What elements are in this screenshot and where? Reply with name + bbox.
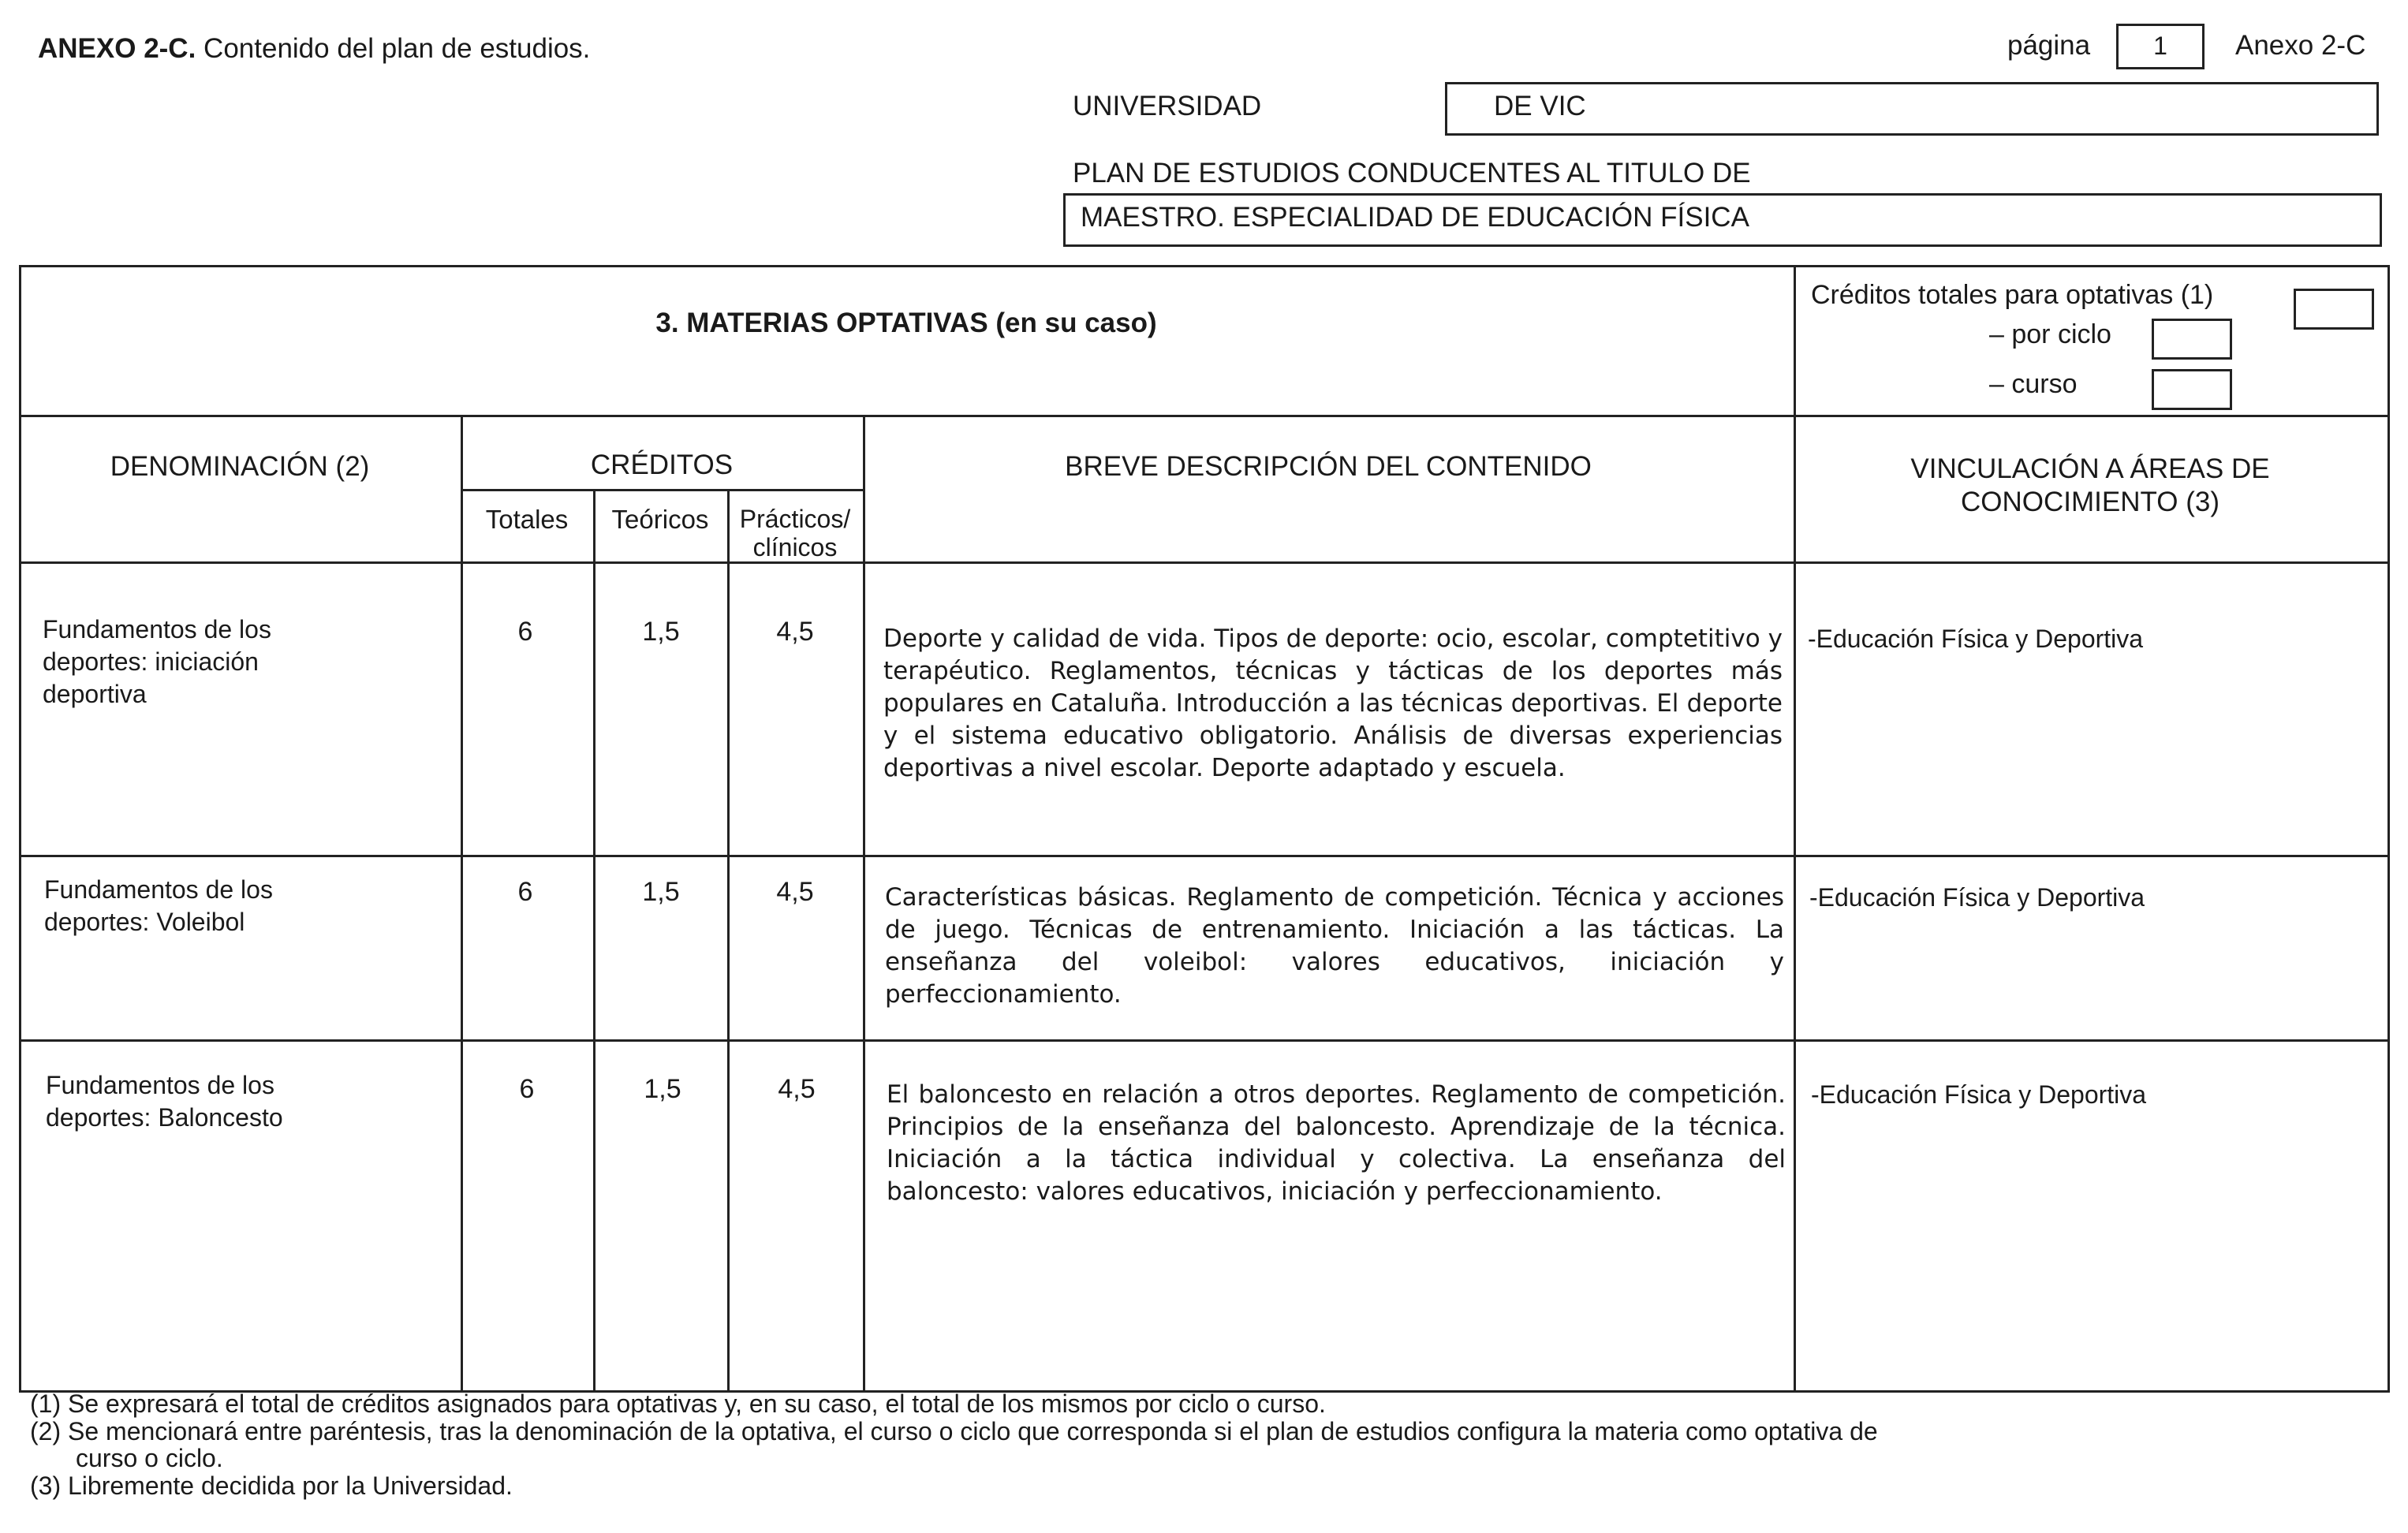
per-cycle-label: – por ciclo [1989,319,2111,349]
page-label: página [2007,30,2091,61]
column-divider [727,489,730,1393]
row-2-teoricos: 1,5 [642,877,680,907]
per-cycle-box [2152,319,2232,360]
header-vinculacion: VINCULACIÓN A ÁREAS DE CONOCIMIENTO (3) [1910,453,2270,517]
row-1-description: Deporte y calidad de vida. Tipos de deporte: ocio, escolar, comptetitivo y terapéutico. Reglamentos, técnicas y tácticas de los deportes más populares en Cataluña. Introducción a las técnicas deportivas. El deporte y el sistema educativo obligatorio. Análisis de diversas experiencias deportivas a nivel escolar. Deporte adaptado y escuela. [883,625,1783,782]
credits-subheader-divider [461,489,863,491]
row-divider [19,561,2390,564]
credits-total-label: Créditos totales para optativas (1) [1811,280,2214,310]
header-creditos: CRÉDITOS [590,449,734,480]
row-1-totales: 6 [517,617,533,647]
row-1-name: Fundamentos de los deportes: iniciación deportiva [43,615,271,708]
row-3-teoricos: 1,5 [644,1074,681,1104]
row-3-name: Fundamentos de los deportes: Baloncesto [46,1071,283,1132]
annex-description: Contenido del plan de estudios. [203,33,591,64]
header-denominacion: DENOMINACIÓN (2) [110,451,370,482]
annex-heading [38,33,590,65]
credits-total-box [2294,289,2374,330]
row-2-area: -Educación Física y Deportiva [1809,883,2145,912]
plan-label: PLAN DE ESTUDIOS CONDUCENTES AL TITULO DE [1073,158,1751,188]
footnote-2-cont: curso o ciclo. [76,1444,223,1472]
row-2-totales: 6 [517,877,533,907]
course-box [2152,369,2232,410]
course-label: – curso [1989,369,2078,399]
header-practicos: Prácticos/ clínicos [739,505,851,561]
university-label: UNIVERSIDAD [1073,91,1262,121]
page-number: 1 [2153,32,2167,60]
row-2-practicos: 4,5 [776,877,814,907]
row-1-area: -Educación Física y Deportiva [1808,625,2144,653]
row-3-description: El baloncesto en relación a otros deportes. Reglamento de competición. Principios de la enseñanza del baloncesto. Aprendizaje de la técnica. Iniciación a la táctica individual y colectiva. La enseñanza del baloncesto: valores educativos, iniciación y perfeccionamiento. [887,1080,1786,1206]
row-divider [19,855,2390,857]
header-totales: Totales [485,505,569,534]
annex-label: ANEXO 2-C. [38,33,196,64]
column-divider [1794,265,1796,1393]
section-title: 3. MATERIAS OPTATIVAS (en su caso) [655,308,1157,338]
row-3-area: -Educación Física y Deportiva [1811,1080,2147,1109]
row-2-name: Fundamentos de los deportes: Voleibol [44,875,273,936]
plan-value: MAESTRO. ESPECIALIDAD DE EDUCACIÓN FÍSICA [1081,202,1749,233]
row-divider [19,415,2390,417]
main-table [19,265,2390,1393]
row-3-practicos: 4,5 [778,1074,816,1104]
header-descripcion: BREVE DESCRIPCIÓN DEL CONTENIDO [1065,451,1592,482]
footnote-1: (1) Se expresará el total de créditos asignados para optativas y, en su caso, el total de los mismos por ciclo o curso. [30,1389,1326,1418]
column-divider [863,415,865,1393]
footnote-3: (3) Libremente decidida por la Universidad. [30,1471,513,1500]
university-value: DE VIC [1494,91,1586,121]
footnote-2: (2) Se mencionará entre paréntesis, tras la denominación de la optativa, el curso o ciclo que corresponda si el plan de estudios configura la materia como optativa de [30,1417,1878,1445]
row-divider [19,1039,2390,1042]
row-2-description: Características básicas. Reglamento de competición. Técnica y acciones de juego. Técnicas de entrenamiento. Iniciación a las tácticas. La enseñanza del voleibol: valores educativos, iniciación y perfeccionamiento. [885,883,1784,1009]
row-3-totales: 6 [519,1074,535,1104]
column-divider [593,489,595,1393]
annex-right-label: Anexo 2-C [2235,30,2366,61]
column-divider [461,415,463,1393]
row-1-teoricos: 1,5 [642,617,680,647]
header-teoricos: Teóricos [611,505,709,534]
row-1-practicos: 4,5 [776,617,814,647]
